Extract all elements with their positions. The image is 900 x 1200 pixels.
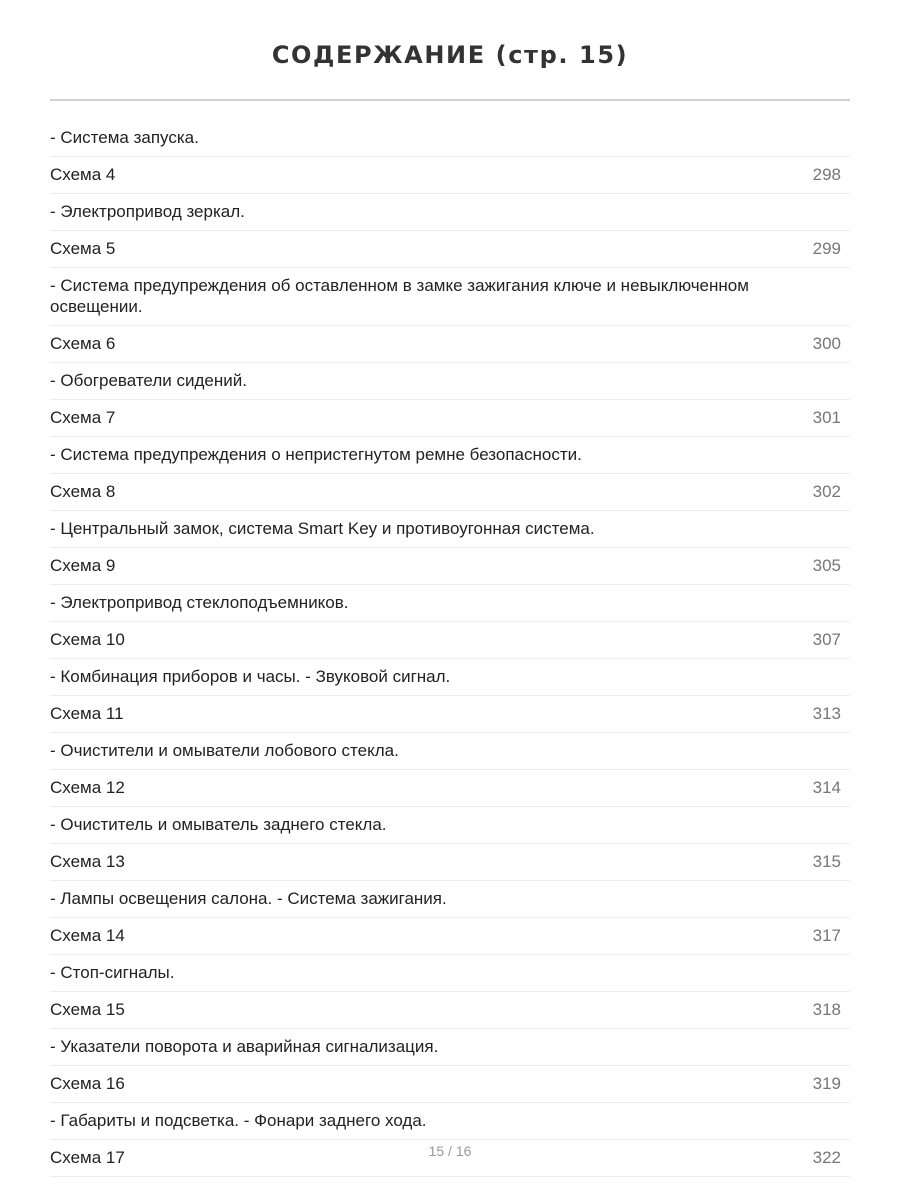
toc-page-number: 299 <box>812 239 841 258</box>
toc-page-number: 300 <box>812 334 841 353</box>
toc-entry-text: - Комбинация приборов и часы. - Звуковой сигнал. <box>50 667 451 686</box>
toc-page-number: 314 <box>812 778 841 797</box>
toc-row <box>50 1029 850 1066</box>
title-divider <box>50 99 850 101</box>
toc-row[interactable] <box>50 622 850 659</box>
toc-entry-text: Схема 9 <box>50 556 116 575</box>
toc-row[interactable] <box>50 474 850 511</box>
toc-entry-text: Схема 16 <box>50 1074 125 1093</box>
toc-page-number: 305 <box>812 556 841 575</box>
toc-entry-text: Схема 17 <box>50 1148 125 1167</box>
toc-entry-text: - Лампы освещения салона. - Система зажигания. <box>50 889 447 908</box>
toc-entry-text: - Обогреватели сидений. <box>50 371 247 390</box>
toc-page-number: 317 <box>812 926 841 945</box>
toc-row[interactable] <box>50 400 850 437</box>
page-title: СОДЕРЖАНИЕ (стр. 15) <box>271 41 629 69</box>
toc-entry-text: - Очиститель и омыватель заднего стекла. <box>50 815 387 834</box>
toc-entry-text: Схема 4 <box>50 165 116 184</box>
toc-row <box>50 659 850 696</box>
page-counter: 15 / 16 <box>428 1143 472 1159</box>
toc-page-number: 319 <box>812 1074 841 1093</box>
toc-row[interactable] <box>50 326 850 363</box>
toc-entry-text: - Электропривод стеклоподъемников. <box>50 593 349 612</box>
toc-entry-text: Схема 10 <box>50 630 125 649</box>
toc-entry-text: Схема 6 <box>50 334 116 353</box>
toc-entry-text: - Система предупреждения об оставленном в замке зажигания ключе и невыключенном освещении. <box>50 276 749 316</box>
toc-page-number: 318 <box>812 1000 841 1019</box>
toc-row <box>50 120 850 157</box>
toc-entry-text: - Электропривод зеркал. <box>50 202 245 221</box>
toc-entry-text: Схема 5 <box>50 239 116 258</box>
toc-entry-text: Схема 13 <box>50 852 125 871</box>
toc-entry-text: - Очистители и омыватели лобового стекла. <box>50 741 399 760</box>
toc-page-number: 298 <box>812 165 841 184</box>
toc-row[interactable] <box>50 157 850 194</box>
toc-entry-text: Схема 11 <box>50 704 124 723</box>
toc-row <box>50 437 850 474</box>
toc-row <box>50 733 850 770</box>
toc-row[interactable] <box>50 918 850 955</box>
toc-page-number: 315 <box>812 852 841 871</box>
toc-row <box>50 511 850 548</box>
toc-entry-text: - Габариты и подсветка. - Фонари заднего хода. <box>50 1111 427 1130</box>
toc-row <box>50 807 850 844</box>
toc-entry-text: - Стоп-сигналы. <box>50 963 175 982</box>
toc-row <box>50 194 850 231</box>
toc-entry-text: - Указатели поворота и аварийная сигнализация. <box>50 1037 439 1056</box>
toc-entry-text: Схема 7 <box>50 408 116 427</box>
toc-entry-text: - Центральный замок, система Smart Key и противоугонная система. <box>50 519 595 538</box>
toc-page-number: 313 <box>812 704 841 723</box>
toc-row <box>50 955 850 992</box>
toc-row[interactable] <box>50 770 850 807</box>
toc-row[interactable] <box>50 696 850 733</box>
toc-row <box>50 268 850 326</box>
toc-row[interactable] <box>50 844 850 881</box>
toc-row[interactable] <box>50 992 850 1029</box>
toc-row <box>50 881 850 918</box>
toc-row <box>50 1103 850 1140</box>
toc-page-number: 301 <box>812 408 841 427</box>
toc-row[interactable] <box>50 231 850 268</box>
toc-entry-text: - Система предупреждения о непристегнутом ремне безопасности. <box>50 445 582 464</box>
toc-page-number: 322 <box>812 1148 841 1167</box>
toc-entry-text: Схема 12 <box>50 778 125 797</box>
toc-entry-text: - Система запуска. <box>50 128 199 147</box>
toc-row <box>50 585 850 622</box>
toc-row[interactable] <box>50 1066 850 1103</box>
toc-entry-text: Схема 14 <box>50 926 125 945</box>
toc-page-number: 307 <box>812 630 841 649</box>
toc-entry-text: Схема 8 <box>50 482 116 501</box>
toc-entry-text: Схема 15 <box>50 1000 125 1019</box>
toc-page-number: 302 <box>812 482 841 501</box>
toc-row[interactable] <box>50 548 850 585</box>
toc-row <box>50 363 850 400</box>
toc-list <box>50 120 850 1177</box>
